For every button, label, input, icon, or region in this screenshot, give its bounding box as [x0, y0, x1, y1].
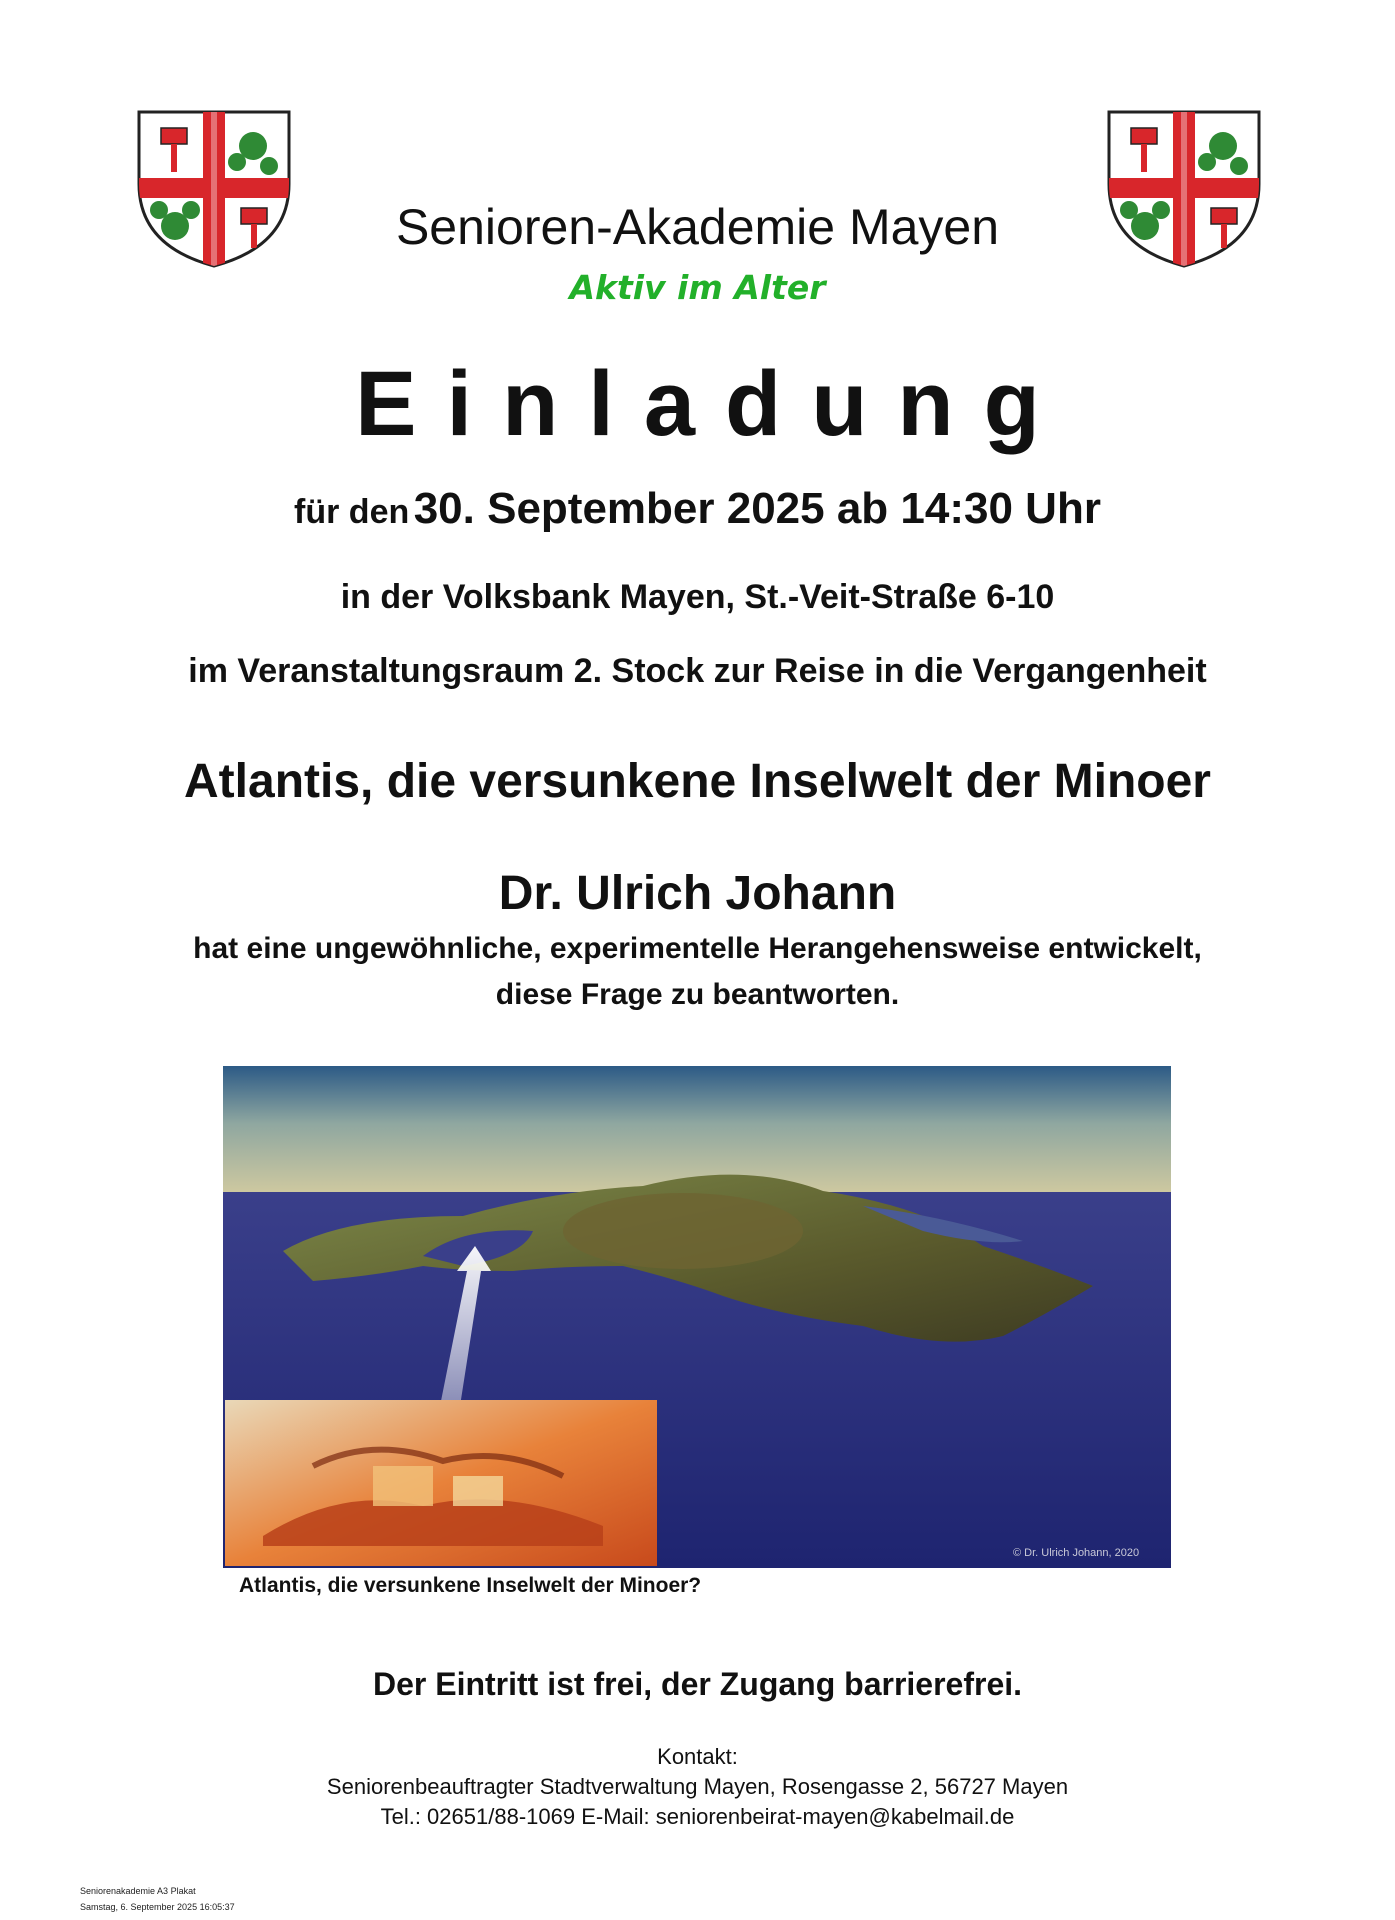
org-title: Senioren-Akademie Mayen: [395, 199, 1000, 255]
date-prefix: für den: [294, 493, 410, 531]
slogan: Aktiv im Alter: [569, 268, 826, 307]
speaker-name: Dr. Ulrich Johann: [498, 867, 897, 920]
atlantis-island-image: [223, 1066, 1171, 1568]
photo-caption: Atlantis, die versunkene Inselwelt der Minoer?: [239, 1574, 702, 1597]
description-line-2: diese Frage zu beantworten.: [495, 978, 900, 1011]
photo-copyright: © Dr. Ulrich Johann, 2020: [1013, 1547, 1140, 1559]
event-date: [0, 484, 1395, 534]
footer-timestamp: Samstag, 6. September 2025 16:05:37: [80, 1902, 235, 1912]
date-main: 30. September 2025 ab 14:30 Uhr: [413, 484, 1101, 533]
contact-label: Kontakt:: [657, 1744, 738, 1769]
description-line-1: hat eine ungewöhnliche, experimentelle Herangehensweise entwickelt,: [193, 932, 1202, 965]
event-topic: Atlantis, die versunkene Inselwelt der Minoer: [184, 755, 1211, 808]
contact-organization: Seniorenbeauftragter Stadtverwaltung Mayen, Rosengasse 2, 56727 Mayen: [326, 1774, 1069, 1799]
contact-phone-email: Tel.: 02651/88-1069 E-Mail: seniorenbeirat-mayen@kabelmail.de: [380, 1804, 1015, 1829]
footer-document-name: Seniorenakademie A3 Plakat: [80, 1886, 196, 1896]
admission-note: Der Eintritt ist frei, der Zugang barrierefrei.: [372, 1666, 1023, 1702]
event-room: im Veranstaltungsraum 2. Stock zur Reise in die Vergangenheit: [188, 652, 1207, 690]
invitation-heading: Einladung: [355, 353, 1070, 455]
event-venue: in der Volksbank Mayen, St.-Veit-Straße 6-10: [340, 578, 1055, 616]
